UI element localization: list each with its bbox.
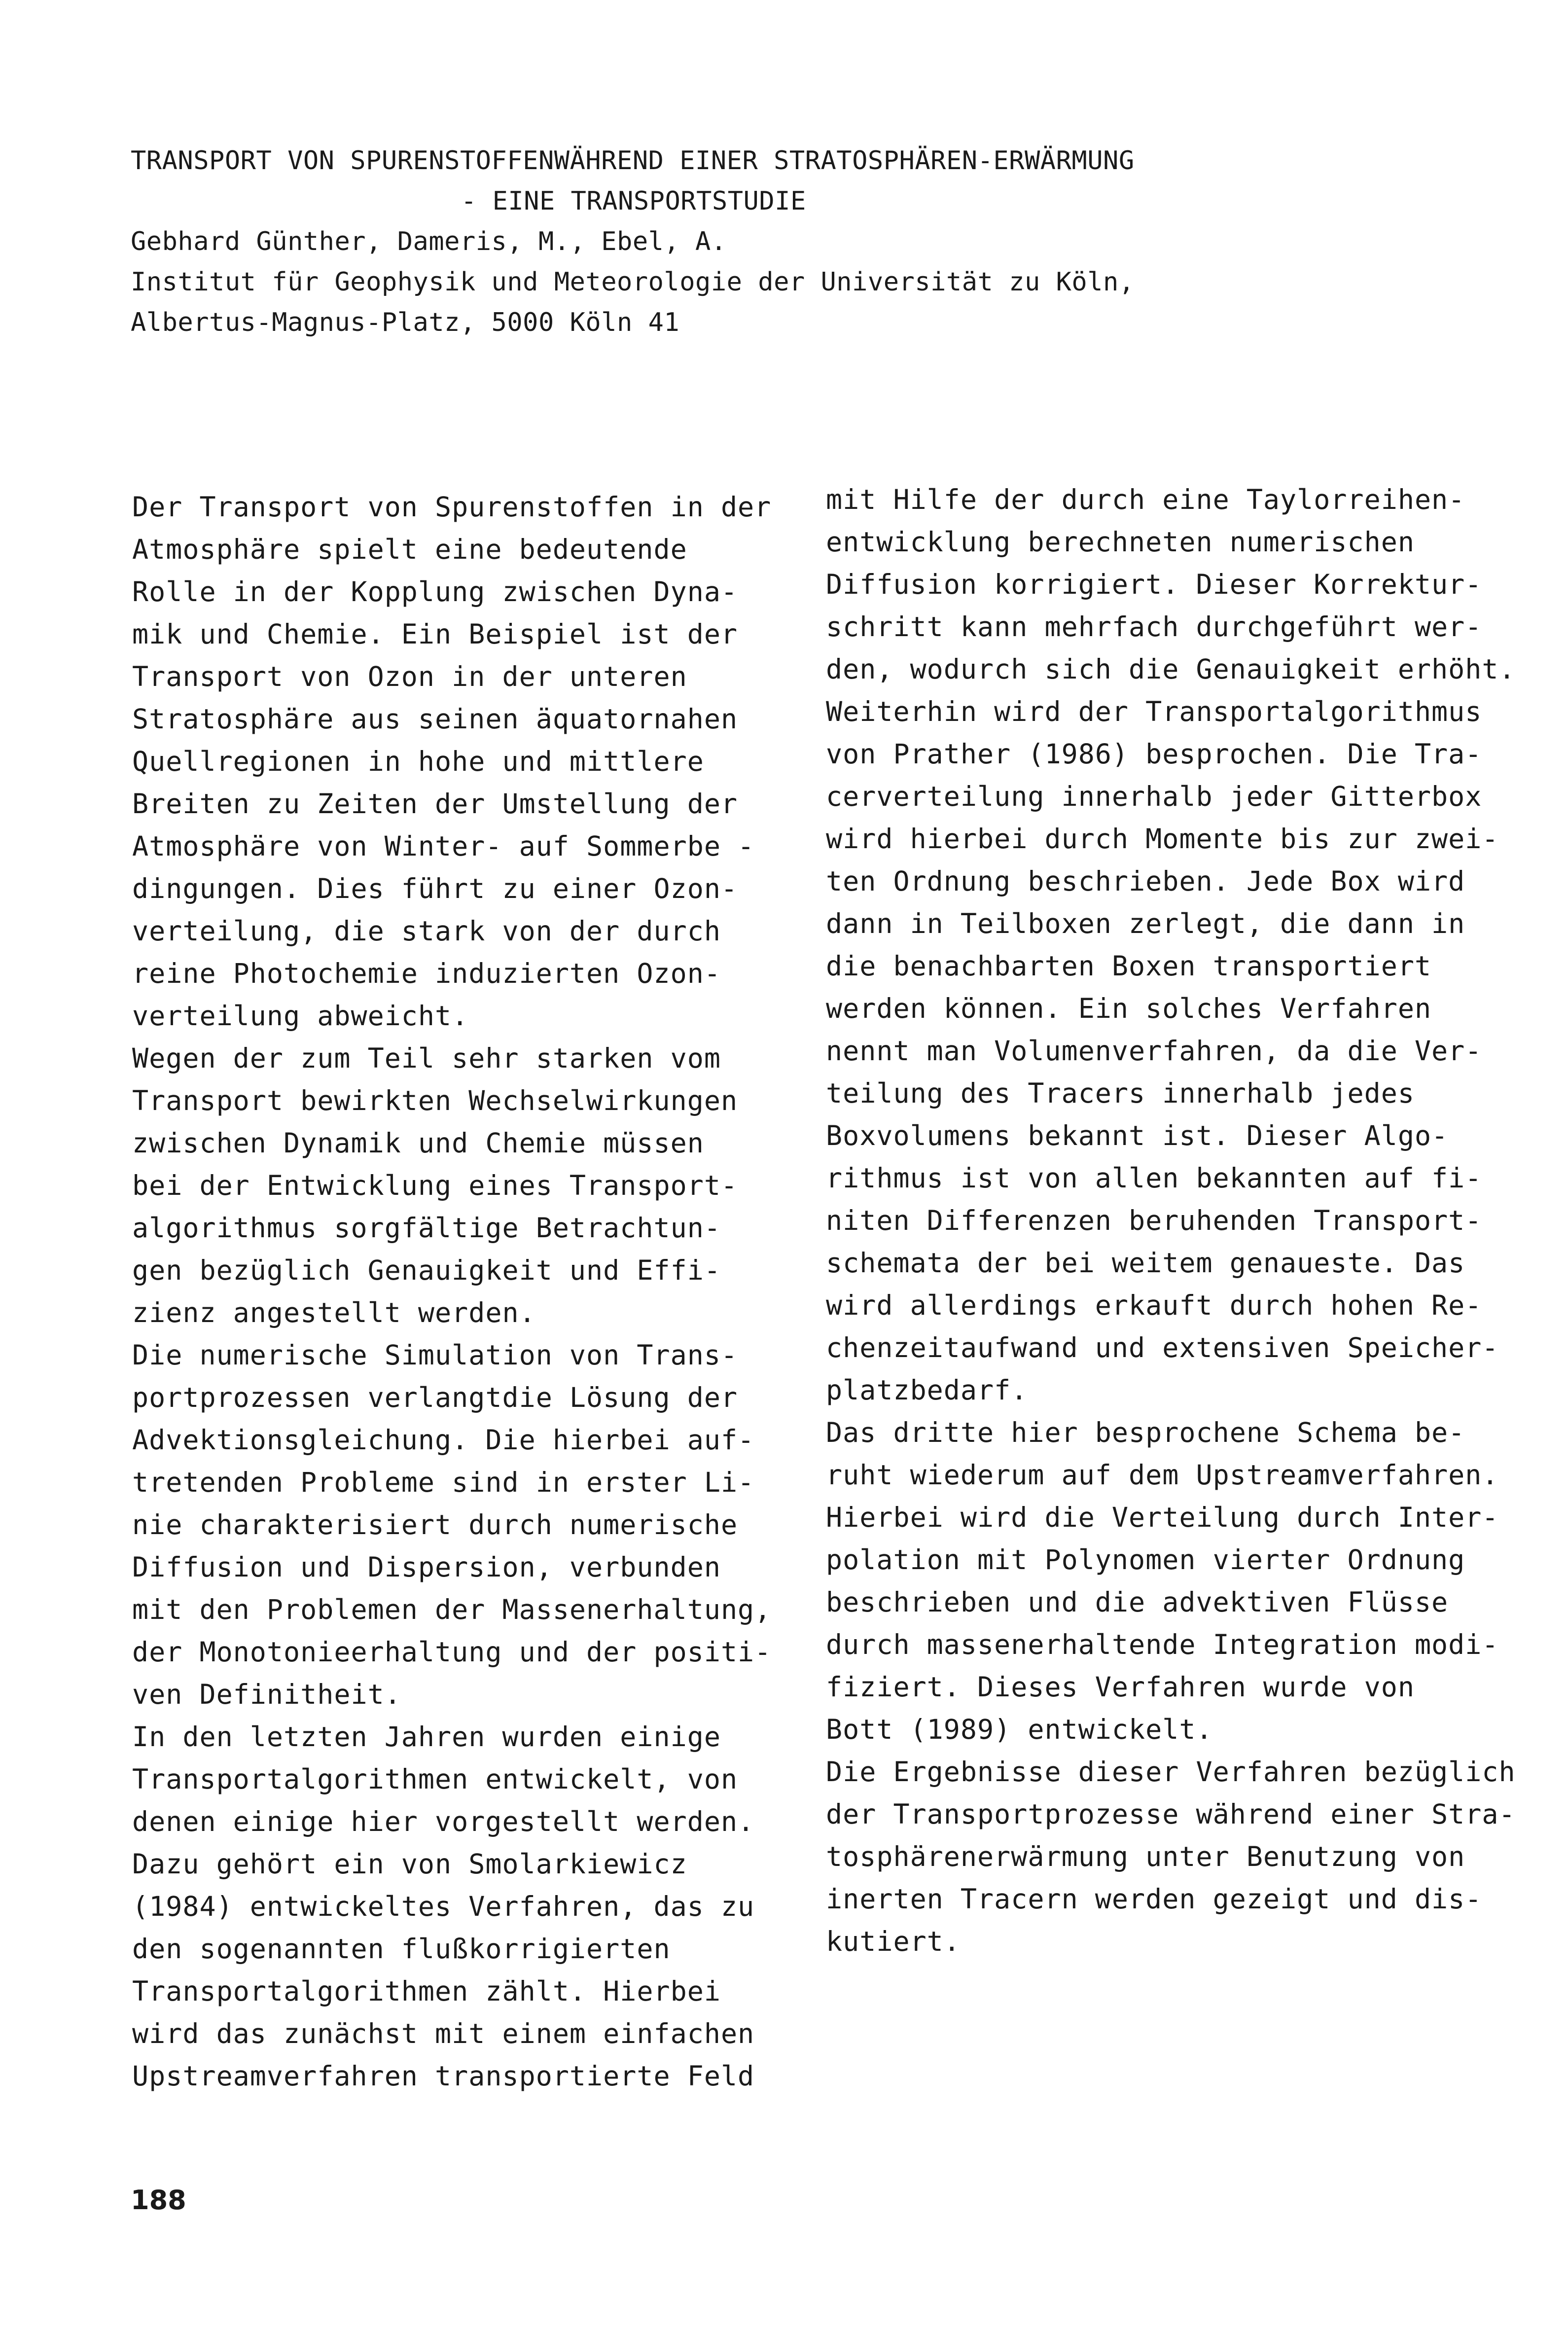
text-line: Breiten zu Zeiten der Umstellung der — [132, 788, 738, 820]
text-line: Dazu gehört ein von Smolarkiewicz — [132, 1848, 687, 1880]
page-number: 188 — [131, 2185, 186, 2216]
text-line: Diffusion korrigiert. Dieser Korrektur- — [826, 569, 1482, 600]
text-line: tretenden Probleme sind in erster Li- — [132, 1467, 755, 1498]
text-line: Bott (1989) entwickelt. — [826, 1714, 1213, 1745]
text-line: Diffusion und Dispersion, verbunden — [132, 1551, 721, 1583]
text-line: den, wodurch sich die Genauigkeit erhöht. — [826, 653, 1516, 685]
text-line: Atmosphäre spielt eine bedeutende — [132, 534, 687, 565]
text-line: nennt man Volumenverfahren, da die Ver- — [826, 1035, 1482, 1067]
text-line: schemata der bei weitem genaueste. Das — [826, 1247, 1465, 1279]
text-line: mik und Chemie. Ein Beispiel ist der — [132, 618, 738, 650]
text-line: Quellregionen in hohe und mittlere — [132, 746, 704, 777]
text-line: dingungen. Dies führt zu einer Ozon- — [132, 873, 738, 904]
text-line: Weiterhin wird der Transportalgorithmus — [826, 696, 1482, 727]
text-line: zienz angestellt werden. — [132, 1297, 536, 1328]
text-line: der Monotonieerhaltung und der positi- — [132, 1636, 772, 1668]
text-line: Die numerische Simulation von Trans- — [132, 1339, 738, 1371]
text-line: mit den Problemen der Massenerhaltung, — [132, 1594, 772, 1625]
text-line: ten Ordnung beschrieben. Jede Box wird — [826, 865, 1465, 897]
text-line: chenzeitaufwand und extensiven Speicher- — [826, 1332, 1499, 1363]
text-line: teilung des Tracers innerhalb jedes — [826, 1077, 1415, 1109]
text-line: Atmosphäre von Winter- auf Sommerbe - — [132, 830, 755, 862]
text-line: portprozessen verlangtdie Lösung der — [132, 1382, 738, 1413]
text-line: schritt kann mehrfach durchgeführt wer- — [826, 611, 1482, 643]
text-line: kutiert. — [826, 1926, 961, 1957]
text-line: algorithmus sorgfältige Betrachtun- — [132, 1212, 721, 1244]
left-text-column — [132, 486, 803, 2097]
text-line: verteilung, die stark von der durch — [132, 915, 721, 947]
text-line: Wegen der zum Teil sehr starken vom — [132, 1042, 721, 1074]
article-title: TRANSPORT VON SPURENSTOFFENWÄHREND EINER STRATOSPHÄREN-ERWÄRMUNG — [131, 146, 1135, 176]
text-line: Transport bewirkten Wechselwirkungen — [132, 1085, 738, 1116]
article-header — [131, 141, 1462, 343]
text-line: Der Transport von Spurenstoffen in der — [132, 491, 772, 523]
text-line: der Transportprozesse während einer Stra- — [826, 1798, 1516, 1830]
text-line: werden können. Ein solches Verfahren — [826, 993, 1432, 1024]
text-line: bei der Entwicklung eines Transport- — [132, 1170, 738, 1201]
text-line: (1984) entwickeltes Verfahren, das zu — [132, 1891, 755, 1922]
text-line: dann in Teilboxen zerlegt, die dann in — [826, 908, 1465, 939]
text-line: ven Definitheit. — [132, 1679, 401, 1710]
text-line: platzbedarf. — [826, 1374, 1028, 1406]
text-line: niten Differenzen beruhenden Transport- — [826, 1205, 1482, 1236]
text-line: inerten Tracern werden gezeigt und dis- — [826, 1883, 1482, 1915]
text-line: Transportalgorithmen entwickelt, von — [132, 1763, 738, 1795]
text-line: nie charakterisiert durch numerische — [132, 1509, 738, 1541]
text-line: Rolle in der Kopplung zwischen Dyna- — [132, 576, 738, 608]
text-line: Hierbei wird die Verteilung durch Inter- — [826, 1502, 1499, 1533]
article-address: Albertus-Magnus-Platz, 5000 Köln 41 — [131, 308, 680, 337]
text-line: denen einige hier vorgestellt werden. — [132, 1806, 755, 1837]
text-line: Transport von Ozon in der unteren — [132, 661, 687, 692]
text-line: Die Ergebnisse dieser Verfahren bezüglich — [826, 1756, 1516, 1788]
text-line: reine Photochemie induzierten Ozon- — [132, 958, 721, 989]
text-line: rithmus ist von allen bekannten auf fi- — [826, 1162, 1482, 1194]
text-line: die benachbarten Boxen transportiert — [826, 950, 1432, 982]
text-line: wird allerdings erkauft durch hohen Re- — [826, 1290, 1482, 1321]
text-line: Boxvolumens bekannt ist. Dieser Algo- — [826, 1120, 1449, 1151]
text-line: Advektionsgleichung. Die hierbei auf- — [132, 1424, 755, 1456]
article-affiliation: Institut für Geophysik und Meteorologie der Universität zu Köln, — [131, 267, 1135, 297]
text-line: Stratosphäre aus seinen äquatornahen — [132, 703, 738, 735]
text-line: wird das zunächst mit einem einfachen — [132, 2018, 755, 2049]
text-line: Upstreamverfahren transportierte Feld — [132, 2060, 755, 2092]
text-line: tosphärenerwärmung unter Benutzung von — [826, 1841, 1465, 1872]
text-line: durch massenerhaltende Integration modi- — [826, 1629, 1499, 1660]
text-line: polation mit Polynomen vierter Ordnung — [826, 1544, 1465, 1576]
text-line: Das dritte hier besprochene Schema be- — [826, 1417, 1465, 1448]
text-line: mit Hilfe der durch eine Taylorreihen- — [826, 484, 1465, 515]
text-line: zwischen Dynamik und Chemie müssen — [132, 1127, 704, 1159]
text-line: beschrieben und die advektiven Flüsse — [826, 1586, 1449, 1618]
text-line: wird hierbei durch Momente bis zur zwei- — [826, 823, 1499, 855]
text-line: verteilung abweicht. — [132, 1000, 469, 1032]
text-line: den sogenannten flußkorrigierten — [132, 1933, 671, 1965]
text-line: von Prather (1986) besprochen. Die Tra- — [826, 738, 1482, 770]
text-line: cerverteilung innerhalb jeder Gitterbox — [826, 781, 1482, 812]
text-line: gen bezüglich Genauigkeit und Effi- — [132, 1254, 721, 1286]
text-line: ruht wiederum auf dem Upstreamverfahren. — [826, 1459, 1499, 1491]
text-line: In den letzten Jahren wurden einige — [132, 1721, 721, 1753]
right-text-column — [826, 478, 1526, 1963]
text-line: fiziert. Dieses Verfahren wurde von — [826, 1671, 1415, 1703]
text-line: Transportalgorithmen zählt. Hierbei — [132, 1975, 721, 2007]
article-subtitle: - EINE TRANSPORTSTUDIE — [461, 186, 806, 216]
article-authors: Gebhard Günther, Dameris, M., Ebel, A. — [131, 227, 727, 256]
text-line: entwicklung berechneten numerischen — [826, 526, 1415, 558]
